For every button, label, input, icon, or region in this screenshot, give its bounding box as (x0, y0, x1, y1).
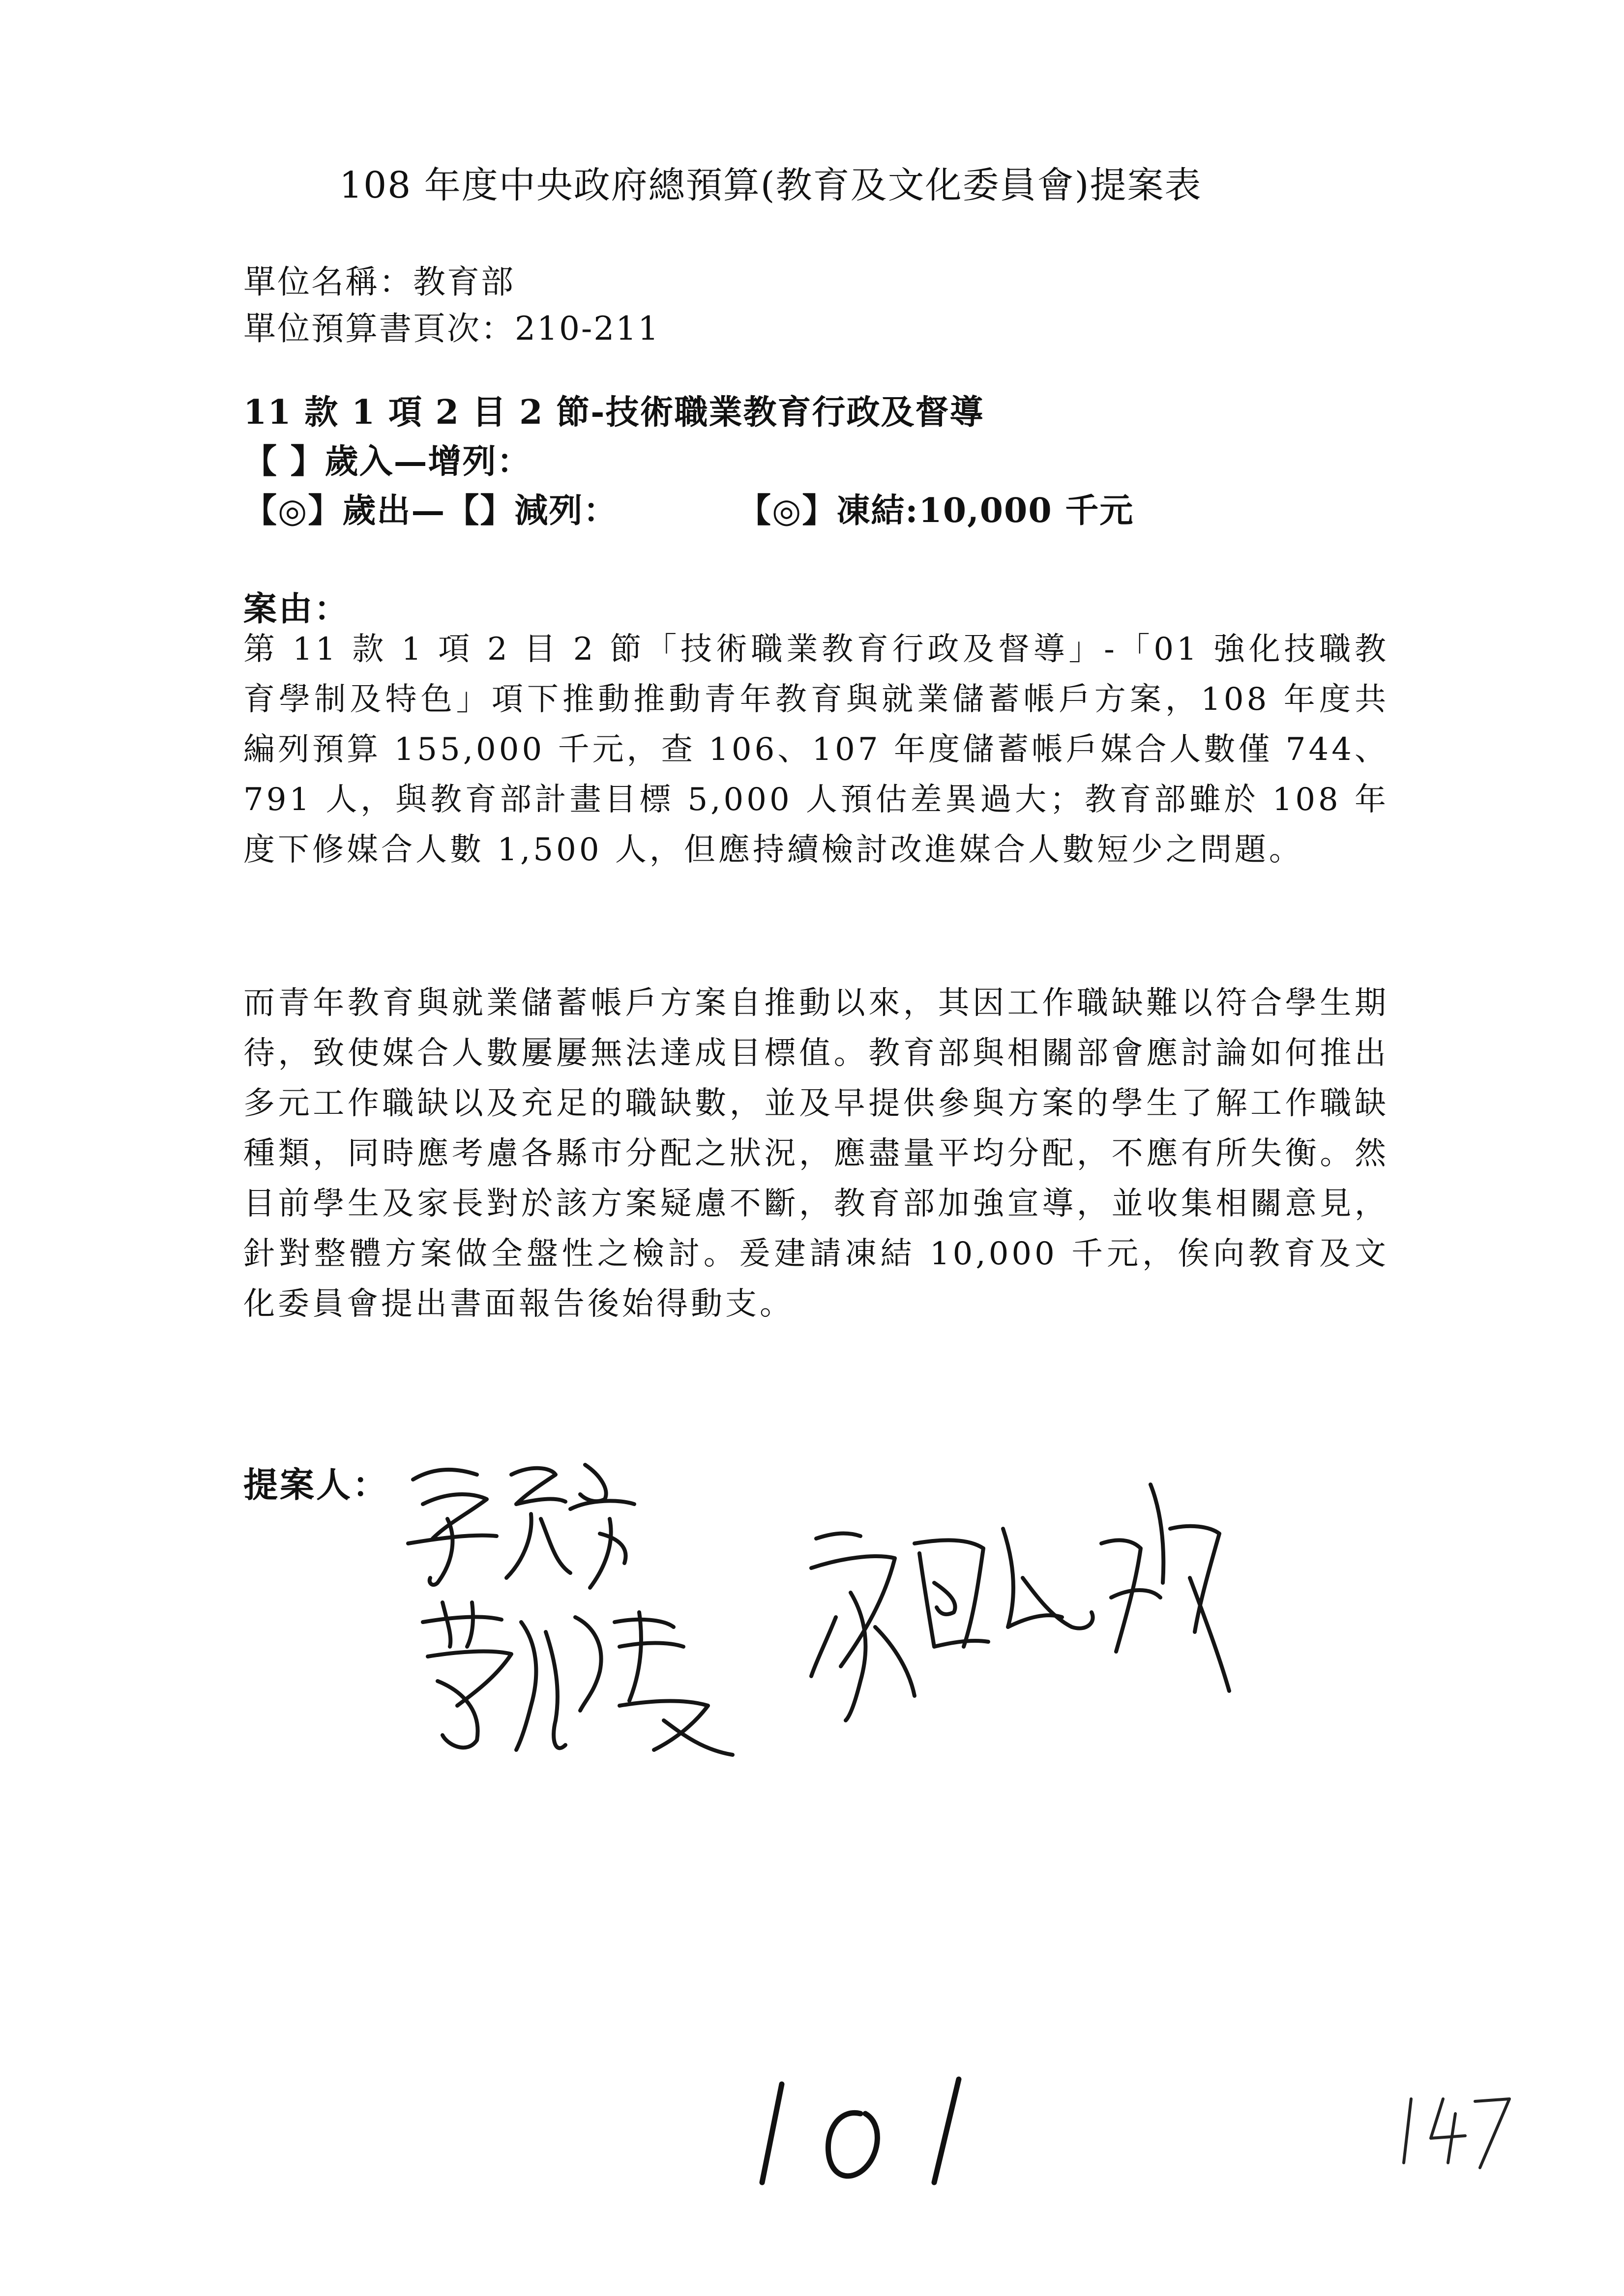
document-title: 108 年度中央政府總預算(教育及文化委員會)提案表 (339, 164, 1202, 206)
reason-label: 案由： (243, 589, 350, 629)
handwritten-page-number (747, 2069, 993, 2197)
budget-pages: 單位預算書頁次：210-211 (243, 310, 660, 348)
signature-3 (797, 1470, 1239, 1745)
section-heading: 11 款 1 項 2 目 2 節-技術職業教育行政及督導 (243, 393, 984, 432)
expense-line: 【◎】歲出—【】減列： (243, 491, 618, 530)
handwritten-corner-number (1396, 2089, 1514, 2173)
proposer-label: 提案人： (243, 1464, 389, 1505)
signature-1 (393, 1445, 649, 1607)
revenue-line: 【 】歲入—增列： (243, 442, 531, 481)
unit-name: 單位名稱：教育部 (243, 263, 515, 301)
signature-2 (408, 1593, 752, 1779)
reason-paragraph-2: 而青年教育與就業儲蓄帳戶方案自推動以來，其因工作職缺難以符合學生期待，致使媒合人數屢屢無法達成目標值。教育部與相關部會應討論如何推出多元工作職缺以及充足的職缺數，並及早提供參與方案的學生了解工作職缺種類，同時應考慮各縣市分配之狀況，應盡量平均分配，不應有所失衡。然目前學生及家長對於該方案疑慮不斷，教育部加強宣導，並收集相關意見，針對整體方案做全盤性之檢討。爰建請凍結 10,000 千元，俟向教育及文化委員會提出書面報告後始得動支。 (243, 985, 1389, 1322)
reason-paragraph-1: 第 11 款 1 項 2 目 2 節「技術職業教育行政及督導」-「01 強化技職教育學制及特色」項下推動推動青年教育與就業儲蓄帳戶方案，108 年度共編列預算 155,000 千元，查 106、107 年度儲蓄帳戶媒合人數僅 744、791 人，與教育部計畫目標 5,000 人預估差異過大；教育部雖於 108 年度下修媒合人數 1,500 人，但應持續檢討改進媒合人數短少之問題。 (243, 631, 1389, 868)
freeze-amount: 【◎】凍結:10,000 千元 (738, 491, 1134, 530)
